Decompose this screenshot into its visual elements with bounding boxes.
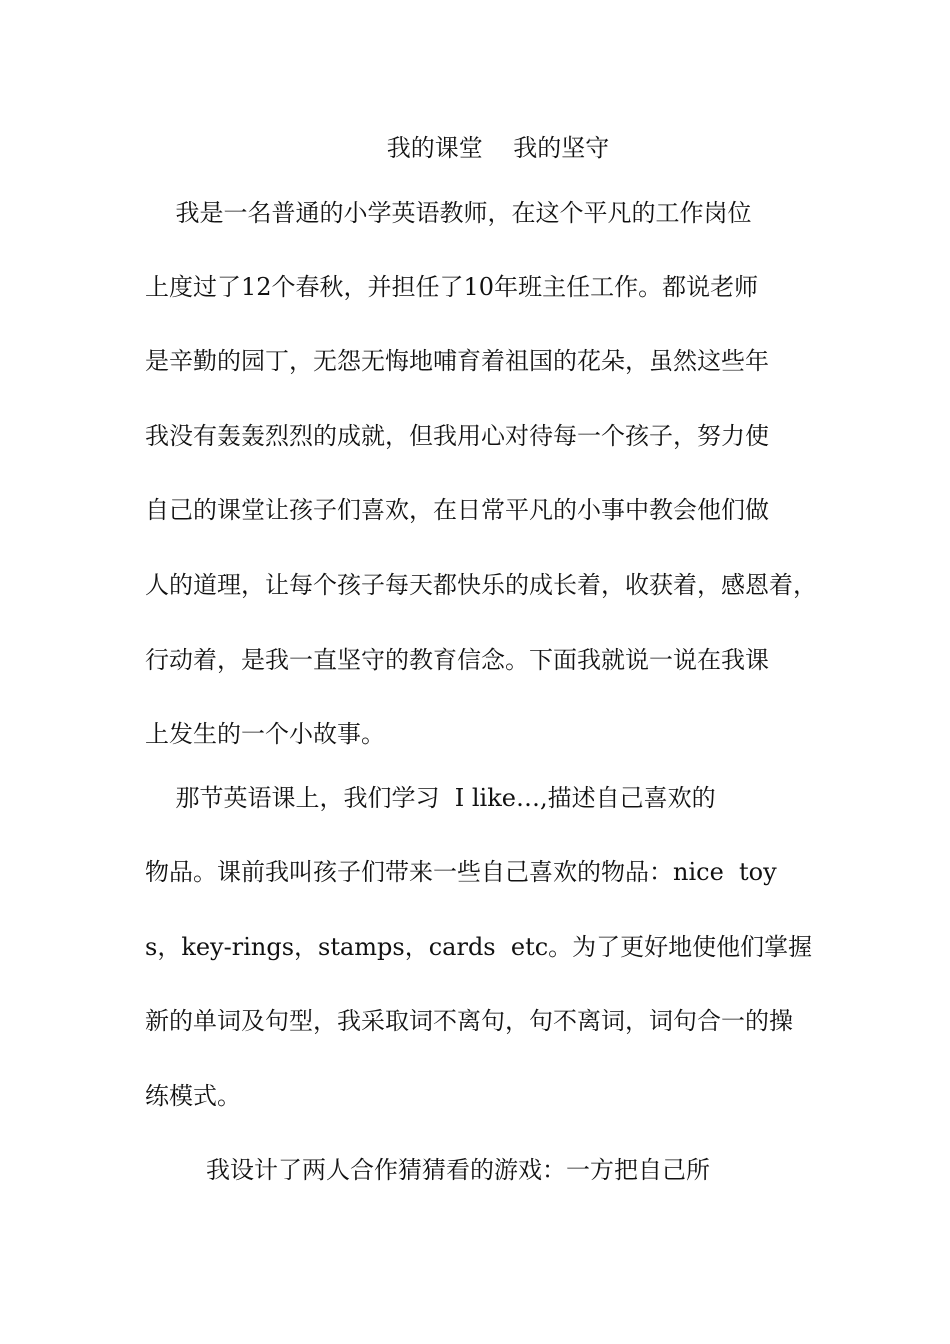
paragraph-line: 行动着，是我一直坚守的教育信念。下面我就说一说在我课	[145, 646, 769, 674]
paragraph-line: 那节英语课上，我们学习 I like…,描述自己喜欢的	[145, 784, 716, 812]
paragraph-line: 上发生的一个小故事。	[145, 720, 385, 748]
paragraph-line: 是辛勤的园丁，无怨无悔地哺育着祖国的花朵，虽然这些年	[145, 347, 769, 375]
paragraph-line: 我设计了两人合作猜猜看的游戏：一方把自己所	[145, 1156, 711, 1184]
paragraph-line: 自己的课堂让孩子们喜欢，在日常平凡的小事中教会他们做	[145, 496, 769, 524]
document-title: 我的课堂 我的坚守	[386, 134, 610, 162]
paragraph-line: s，key-rings，stamps，cards etc。为了更好地使他们掌握	[145, 933, 813, 961]
paragraph-line: 物品。课前我叫孩子们带来一些自己喜欢的物品：nice toy	[145, 858, 777, 886]
paragraph-line: 我是一名普通的小学英语教师，在这个平凡的工作岗位	[145, 199, 752, 227]
paragraph-line: 练模式。	[145, 1082, 241, 1110]
paragraph-line: 新的单词及句型，我采取词不离句，句不离词，词句合一的操	[145, 1007, 793, 1035]
paragraph-line: 上度过了12个春秋，并担任了10年班主任工作。都说老师	[145, 273, 759, 301]
paragraph-line: 我没有轰轰烈烈的成就，但我用心对待每一个孩子，努力使	[145, 422, 769, 450]
paragraph-line: 人的道理，让每个孩子每天都快乐的成长着，收获着，感恩着，	[145, 571, 817, 599]
